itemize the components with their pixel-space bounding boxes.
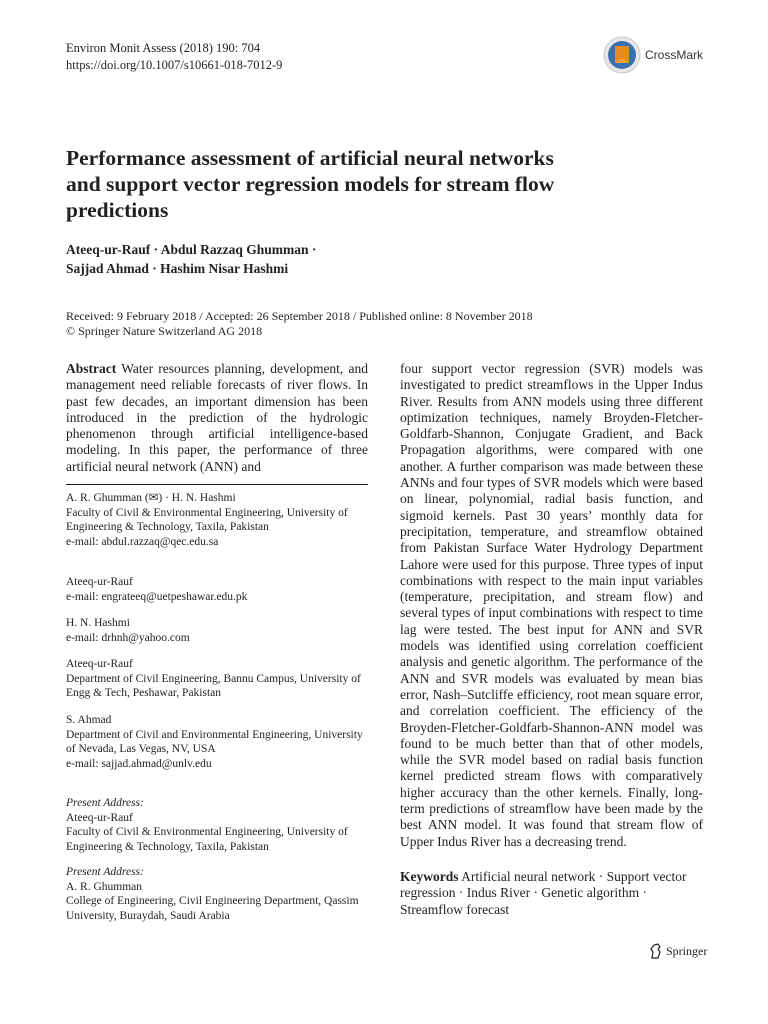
affiliation-line: Department of Civil Engineering, Bannu Campus, University of <box>66 672 361 685</box>
footnote-divider <box>66 484 368 485</box>
affiliation-line: H. N. Hashmi <box>66 617 130 629</box>
abstract-label: Abstract <box>66 361 117 376</box>
title-line: predictions <box>66 198 169 222</box>
affiliation-line: Ateeq-ur-Rauf <box>66 811 133 824</box>
email-line[interactable]: e-mail: drhnh@yahoo.com <box>66 631 190 644</box>
keywords-label: Keywords <box>400 869 459 884</box>
present-address-block <box>66 796 368 854</box>
present-address-block <box>66 865 368 923</box>
affiliation-line: Ateeq-ur-Rauf <box>66 658 133 670</box>
email-line[interactable]: e-mail: engrateeq@uetpeshawar.edu.pk <box>66 590 248 603</box>
publisher-footer <box>649 943 707 959</box>
abstract-text-part2: four support vector regression (SVR) models was investigated to predict streamflows in the Upper Indus River. Results from ANN models using three different optimization techniques, namely Broyden-Fletcher-Goldfarb-Shannon, Conjugate Gradient, and Back Propagation algorithms, were compared with one another. A further comparison was made between these ANNs and four types of SVR models which were based on linear, polynomial, radial basis function, and sigmoid kernels. Past 30 years’ monthly data for precipitation, temperature, and streamflow obtained from Pakistan Surface Water Hydrology Department Lahore were used for this purpose. Three types of input combinations with respect to the main input variables (temperature, precipitation, and stream flow) and several types of input combinations with respect to time lag were tested. The best input for ANN and SVR models was identified using correlation coefficient analysis and genetic algorithm. The performance of the ANN and SVR models was evaluated by mean bias error, Nash–Sutcliffe efficiency, root mean square error, and correlation coefficient. The efficiency of the Broyden-Fletcher-Goldfarb-Shannon-ANN model was found to be much better than that of other models, while the SVR model based on radial basis function kernel predicted stream flows with comparatively higher accuracy than the other kernels. Finally, long-term predictions of streamflow have been made by the best ANN model. It was found that stream flow of Upper Indus River has a decreasing trend. <box>400 361 703 849</box>
affiliation-line: University, Buraydah, Saudi Arabia <box>66 909 230 922</box>
email-line[interactable]: e-mail: sajjad.ahmad@unlv.edu <box>66 757 212 770</box>
author-line: Ateeq-ur-Rauf · Abdul Razzaq Ghumman · <box>66 242 317 257</box>
affiliation-line: Engineering & Technology, Taxila, Pakistan <box>66 840 269 853</box>
author-line: Sajjad Ahmad · Hashim Nisar Hashmi <box>66 261 289 276</box>
copyright-line: © Springer Nature Switzerland AG 2018 <box>66 324 263 338</box>
affiliation-block <box>66 491 368 549</box>
affiliation-line: A. R. Ghumman (✉) · H. N. Hashmi <box>66 492 236 504</box>
affiliation-block <box>66 575 368 604</box>
title-line: and support vector regression models for stream flow <box>66 172 555 196</box>
keywords-block <box>400 869 703 918</box>
journal-citation <box>66 40 282 74</box>
affiliation-line: Ateeq-ur-Rauf <box>66 576 133 588</box>
affiliation-line: Faculty of Civil & Environmental Engineering, University of <box>66 506 348 519</box>
affiliation-block <box>66 616 368 645</box>
affiliation-line: Engg & Tech, Peshawar, Pakistan <box>66 687 222 699</box>
email-line[interactable]: e-mail: abdul.razzaq@qec.edu.sa <box>66 535 219 548</box>
affiliation-block <box>66 713 368 771</box>
affiliation-line: Faculty of Civil & Environmental Engineering, University of <box>66 826 348 838</box>
paper-title <box>66 145 626 223</box>
crossmark-icon <box>603 36 641 74</box>
title-line: Performance assessment of artificial neural networks <box>66 146 554 170</box>
crossmark-label: CrossMark <box>645 48 704 62</box>
springer-horse-icon <box>649 943 663 959</box>
abstract-left-column <box>66 361 368 475</box>
affiliation-line: Department of Civil and Environmental Engineering, University <box>66 728 363 741</box>
abstract-text-part1: Water resources planning, development, and management need reliable forecasts of river flows. In past few decades, an important dimension has been introduced in the prediction of the hydrologic phenomenon through artificial intelligence-based modeling. In this paper, the performance of three artificial neural network (ANN) and <box>66 361 368 474</box>
affiliation-line: Engineering & Technology, Taxila, Pakistan <box>66 521 269 533</box>
keywords-text: Artificial neural network · Support vector regression · Indus River · Genetic algorithm · Streamflow forecast <box>400 869 687 917</box>
publication-dates <box>66 309 533 339</box>
abstract-right-column <box>400 361 703 850</box>
affiliation-line: College of Engineering, Civil Engineering Department, Qassim <box>66 895 359 907</box>
author-list <box>66 240 316 278</box>
affiliation-block <box>66 657 368 701</box>
affiliation-line: A. R. Ghumman <box>66 880 143 893</box>
affiliation-line: of Nevada, Las Vegas, NV, USA <box>66 743 216 755</box>
publisher-name: Springer <box>666 943 708 958</box>
affiliation-line: S. Ahmad <box>66 714 112 726</box>
received-accepted-dates: Received: 9 February 2018 / Accepted: 26 September 2018 / Published online: 8 November 2018 <box>66 309 533 323</box>
crossmark-badge[interactable] <box>603 36 703 74</box>
present-address-label: Present Address: <box>66 866 144 878</box>
present-address-label: Present Address: <box>66 797 144 809</box>
doi-link[interactable]: https://doi.org/10.1007/s10661-018-7012-9 <box>66 58 283 72</box>
journal-volume: Environ Monit Assess (2018) 190: 704 <box>66 41 261 55</box>
